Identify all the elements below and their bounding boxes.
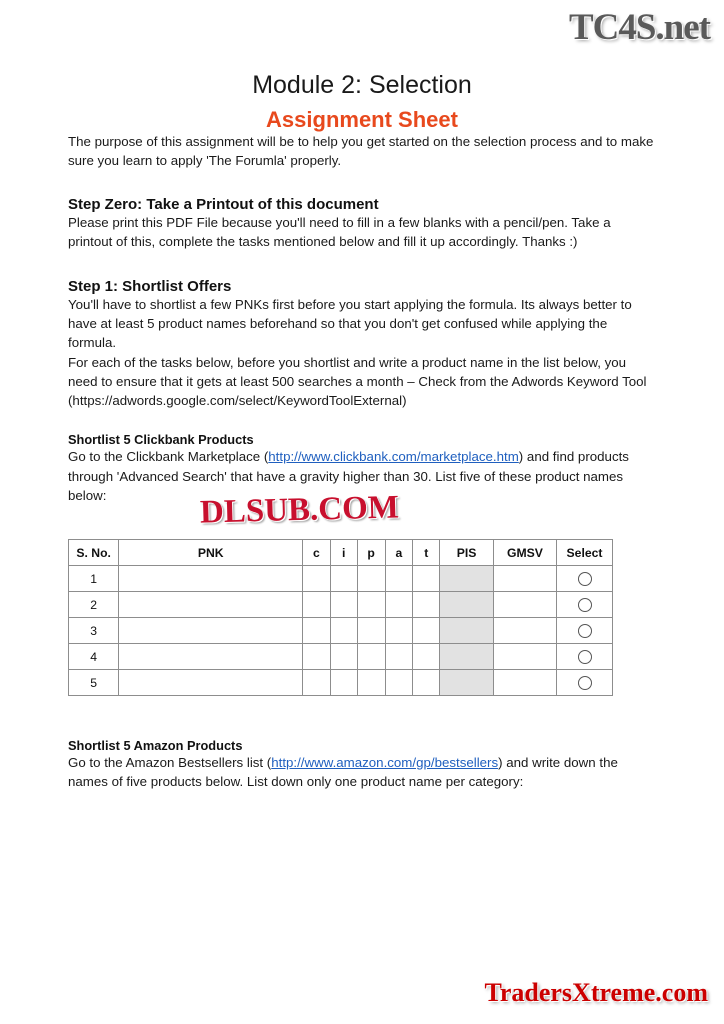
cell-p[interactable] [357,644,385,670]
cell-p[interactable] [357,592,385,618]
cell-t[interactable] [413,618,440,644]
cell-t[interactable] [413,592,440,618]
document-content [68,0,656,792]
clickbank-heading: Shortlist 5 Clickbank Products [68,432,254,448]
table-row [69,644,613,670]
table-header-select: Select [557,540,613,566]
table-row [69,670,613,696]
cell-sno: 2 [69,592,119,618]
watermark-top-right: TC4S.net [568,7,710,48]
clickbank-marketplace-link[interactable]: http://www.clickbank.com/marketplace.htm [268,449,519,465]
page-title: Module 2: Selection [252,71,472,99]
cell-sno: 3 [69,618,119,644]
cell-p[interactable] [357,670,385,696]
cell-pnk[interactable] [119,644,303,670]
radio-button-icon[interactable] [578,598,592,612]
step-one-heading: Step 1: Shortlist Offers [68,277,232,295]
cell-i[interactable] [330,592,357,618]
step-one-paragraph: You'll have to shortlist a few PNKs first before you start applying the formula. Its always better to have at least 5 product names beforehand so that you don't get confused while applying the formula. [68,296,632,351]
radio-button-icon[interactable] [578,624,592,638]
table-header-pis: PIS [440,540,494,566]
cell-a[interactable] [385,670,413,696]
table-header-gmsv: GMSV [493,540,556,566]
table-header-a: a [385,540,413,566]
cell-a[interactable] [385,618,413,644]
cell-select[interactable] [557,566,613,592]
cell-pnk[interactable] [119,592,303,618]
table-header-p: p [357,540,385,566]
cell-t[interactable] [413,670,440,696]
cell-gmsv[interactable] [493,644,556,670]
cell-c[interactable] [303,566,331,592]
cell-gmsv[interactable] [493,670,556,696]
radio-button-icon[interactable] [578,676,592,690]
cell-a[interactable] [385,592,413,618]
cell-a[interactable] [385,566,413,592]
cell-gmsv[interactable] [493,566,556,592]
cell-select[interactable] [557,618,613,644]
amazon-heading: Shortlist 5 Amazon Products [68,738,243,754]
radio-button-icon[interactable] [578,572,592,586]
table-header-c: c [303,540,331,566]
cell-c[interactable] [303,592,331,618]
clickbank-products-table [68,539,613,696]
cell-pis[interactable] [440,644,494,670]
cell-select[interactable] [557,670,613,696]
table-header-t: t [413,540,440,566]
cell-pnk[interactable] [119,566,303,592]
table-header-row [69,540,613,566]
cell-i[interactable] [330,670,357,696]
amazon-text-before: Go to the Amazon Bestsellers list ( [68,755,272,771]
clickbank-text-after: ) and find products through 'Advanced Search' that have a gravity higher than 30. List five of these product names below: [68,449,629,503]
table-header-pnk: PNK [119,540,303,566]
cell-select[interactable] [557,592,613,618]
cell-c[interactable] [303,670,331,696]
cell-c[interactable] [303,644,331,670]
table-header-sno: S. No. [69,540,119,566]
step-zero-paragraph: Please print this PDF File because you'll need to fill in a few blanks with a pencil/pen. Take a printout of this, complete the tasks mentioned below and fill it up accordingly. Thanks :) [68,215,611,250]
watermark-bottom-right: TradersXtreme.com [484,978,708,1007]
cell-a[interactable] [385,644,413,670]
cell-gmsv[interactable] [493,592,556,618]
clickbank-text-before: Go to the Clickbank Marketplace ( [68,449,269,465]
cell-p[interactable] [357,618,385,644]
cell-pis[interactable] [440,566,494,592]
cell-select[interactable] [557,644,613,670]
cell-pis[interactable] [440,592,494,618]
amazon-paragraph [68,753,656,792]
step-one-paragraph-2: For each of the tasks below, before you shortlist and write a product name in the list below, you need to ensure that it gets at least 500 searches a month – Check from the Adwords Keyword Tool (https://adwords.google.com/select/KeywordToolExternal) [68,354,647,409]
cell-gmsv[interactable] [493,618,556,644]
cell-i[interactable] [330,566,357,592]
intro-paragraph: The purpose of this assignment will be to help you get started on the selection process and to make sure you learn to apply 'The Forumla' properly. [68,133,654,168]
cell-t[interactable] [413,644,440,670]
watermark-center: DLSUB.COM [199,489,400,531]
table-header-i: i [330,540,357,566]
table-row [69,566,613,592]
cell-pis[interactable] [440,618,494,644]
step-zero-heading: Step Zero: Take a Printout of this document [68,196,379,214]
cell-c[interactable] [303,618,331,644]
cell-i[interactable] [330,644,357,670]
cell-t[interactable] [413,566,440,592]
cell-sno: 5 [69,670,119,696]
radio-button-icon[interactable] [578,650,592,664]
cell-sno: 4 [69,644,119,670]
amazon-bestsellers-link[interactable]: http://www.amazon.com/gp/bestsellers [271,755,499,771]
amazon-text-after: ) and write down the names of five products below. List down only one product name per category: [68,755,618,790]
cell-pnk[interactable] [119,670,303,696]
cell-p[interactable] [357,566,385,592]
cell-sno: 1 [69,566,119,592]
cell-pis[interactable] [440,670,494,696]
page-subtitle: Assignment Sheet [266,106,458,132]
table-row [69,618,613,644]
cell-pnk[interactable] [119,618,303,644]
table-row [69,592,613,618]
cell-i[interactable] [330,618,357,644]
